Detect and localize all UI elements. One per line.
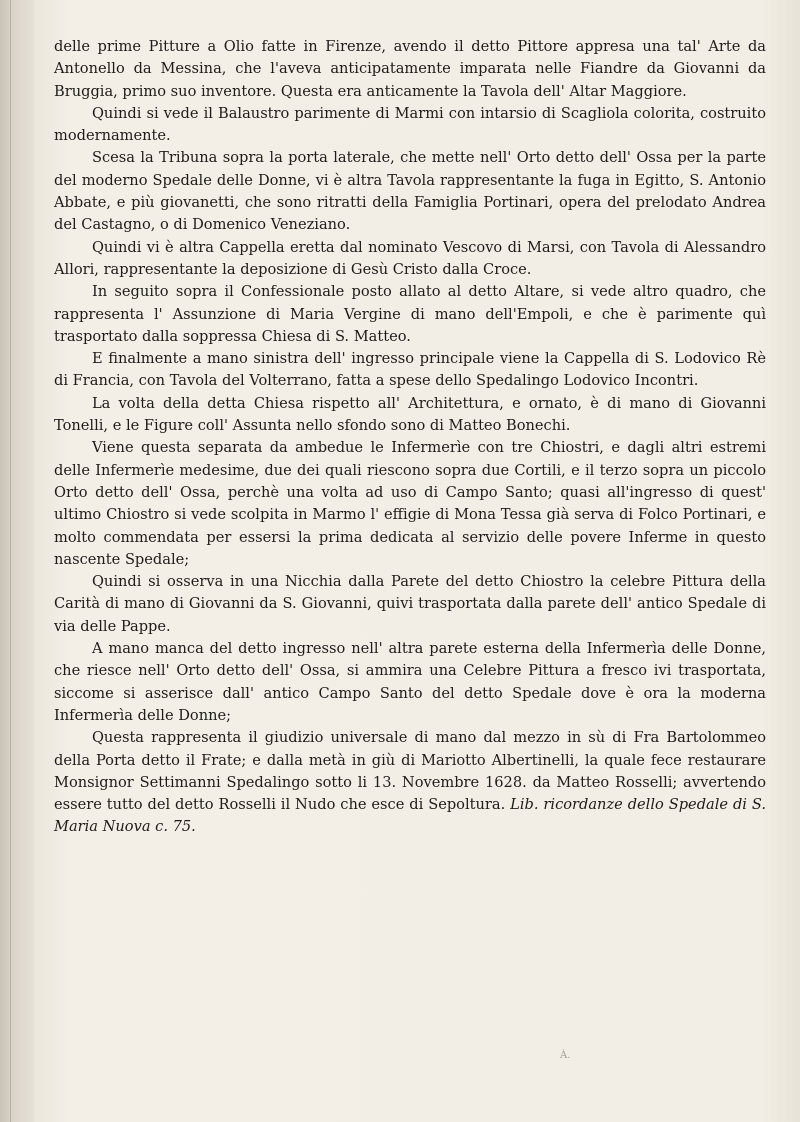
page-text	[54, 36, 766, 839]
paragraph-3: Scesa la Tribuna sopra la porta laterale, che mette nell' Orto detto dell' Ossa per la parte del moderno Spedale delle Donne, vi è altra Tavola rappresentante la fuga in Egitto, S. Antonio Abbate, e più giovanetti, che sono ritratti della Famiglia Portinari, opera del prelodato Andrea del Castagno, o di Domenico Veneziano.	[54, 149, 766, 234]
paragraph-4: Quindi vi è altra Cappella eretta dal nominato Vescovo di Marsi, con Tavola di Alessandro Allori, rappresentante la deposizione di Gesù Cristo dalla Croce.	[54, 238, 766, 278]
paragraph-7: La volta della detta Chiesa rispetto all' Architettura, e ornato, è di mano di Giovanni Tonelli, e le Figure coll' Assunta nello sfondo sono di Matteo Bonechi.	[54, 394, 766, 435]
gutter-fold-line	[10, 0, 11, 1122]
paragraph-6: E finalmente a mano sinistra dell' ingresso principale viene la Cappella di S. Lodovico Rè di Francia, con Tavola del Volterrano, fatta a spese dello Spedalingo Lodovico Incontri.	[54, 350, 766, 390]
paragraph-11-text: Questa rappresenta il giudizio universale di mano dal mezzo in sù di Fra Bartolommeo della Porta detto il Frate; e dalla metà in giù di Mariotto Albertinelli, la quale fece restaurare Monsignor Settimanni Spedalingo sotto li 13. Novembre 1628. da Matteo Rosselli; avvertendo essere tutto del detto Rosselli il Nudo che esce di Sepoltura.	[54, 729, 766, 814]
paragraph-11	[54, 727, 766, 838]
page-mark: Á.	[560, 1050, 571, 1061]
paragraph-9: Quindi si osserva in una Nicchia dalla Parete del detto Chiostro la celebre Pittura della Carità di mano di Giovanni da S. Giovanni, quivi trasportata dalla parete dell' antico Spedale di via delle Pappe.	[54, 573, 766, 635]
paragraph-2: Quindi si vede il Balaustro parimente di Marmi con intarsio di Scagliola colorita, costruito modernamente.	[54, 104, 766, 145]
source-citation: Lib. ricordanze dello Spedale di S. Maria Nuova c. 75.	[54, 796, 767, 836]
paragraph-5: In seguito sopra il Confessionale posto allato al detto Altare, si vede altro quadro, che rappresenta l' Assunzione di Maria Vergine di mano dell'Empoli, e che è parimente quì trasportato dalla soppressa Chiesa di S. Matteo.	[54, 283, 766, 345]
paragraph-10: A mano manca del detto ingresso nell' altra parete esterna della Infermerìa delle Donne, che riesce nell' Orto detto dell' Ossa, si ammira una Celebre Pittura a fresco ivi trasportata, siccome si asserisce dall' antico Campo Santo del detto Spedale dove è ora la moderna Infermerìa delle Donne;	[54, 640, 766, 724]
paragraph-8: Viene questa separata da ambedue le Infermerìe con tre Chiostri, e dagli altri estremi delle Infermerìe medesime, due dei quali riescono sopra due Cortili, e il terzo sopra un piccolo Orto detto dell' Ossa, perchè una volta ad uso di Campo Santo; quasi all'ingresso di quest' ultimo Chiostro si vede scolpita in Marmo l' effigie di Mona Tessa già serva di Folco Portinari, e molto commendata per essersi la prima dedicata al servizio delle povere Inferme in questo nascente Spedale;	[54, 439, 766, 568]
paragraph-1: delle prime Pitture a Olio fatte in Firenze, avendo il detto Pittore appresa una tal' Arte da Antonello da Messina, che l'aveva anticipatamente imparata nelle Fiandre da Giovanni da Bruggia, primo suo inventore. Questa era anticamente la Tavola dell' Altar Maggiore.	[54, 38, 766, 100]
book-gutter	[0, 0, 34, 1122]
